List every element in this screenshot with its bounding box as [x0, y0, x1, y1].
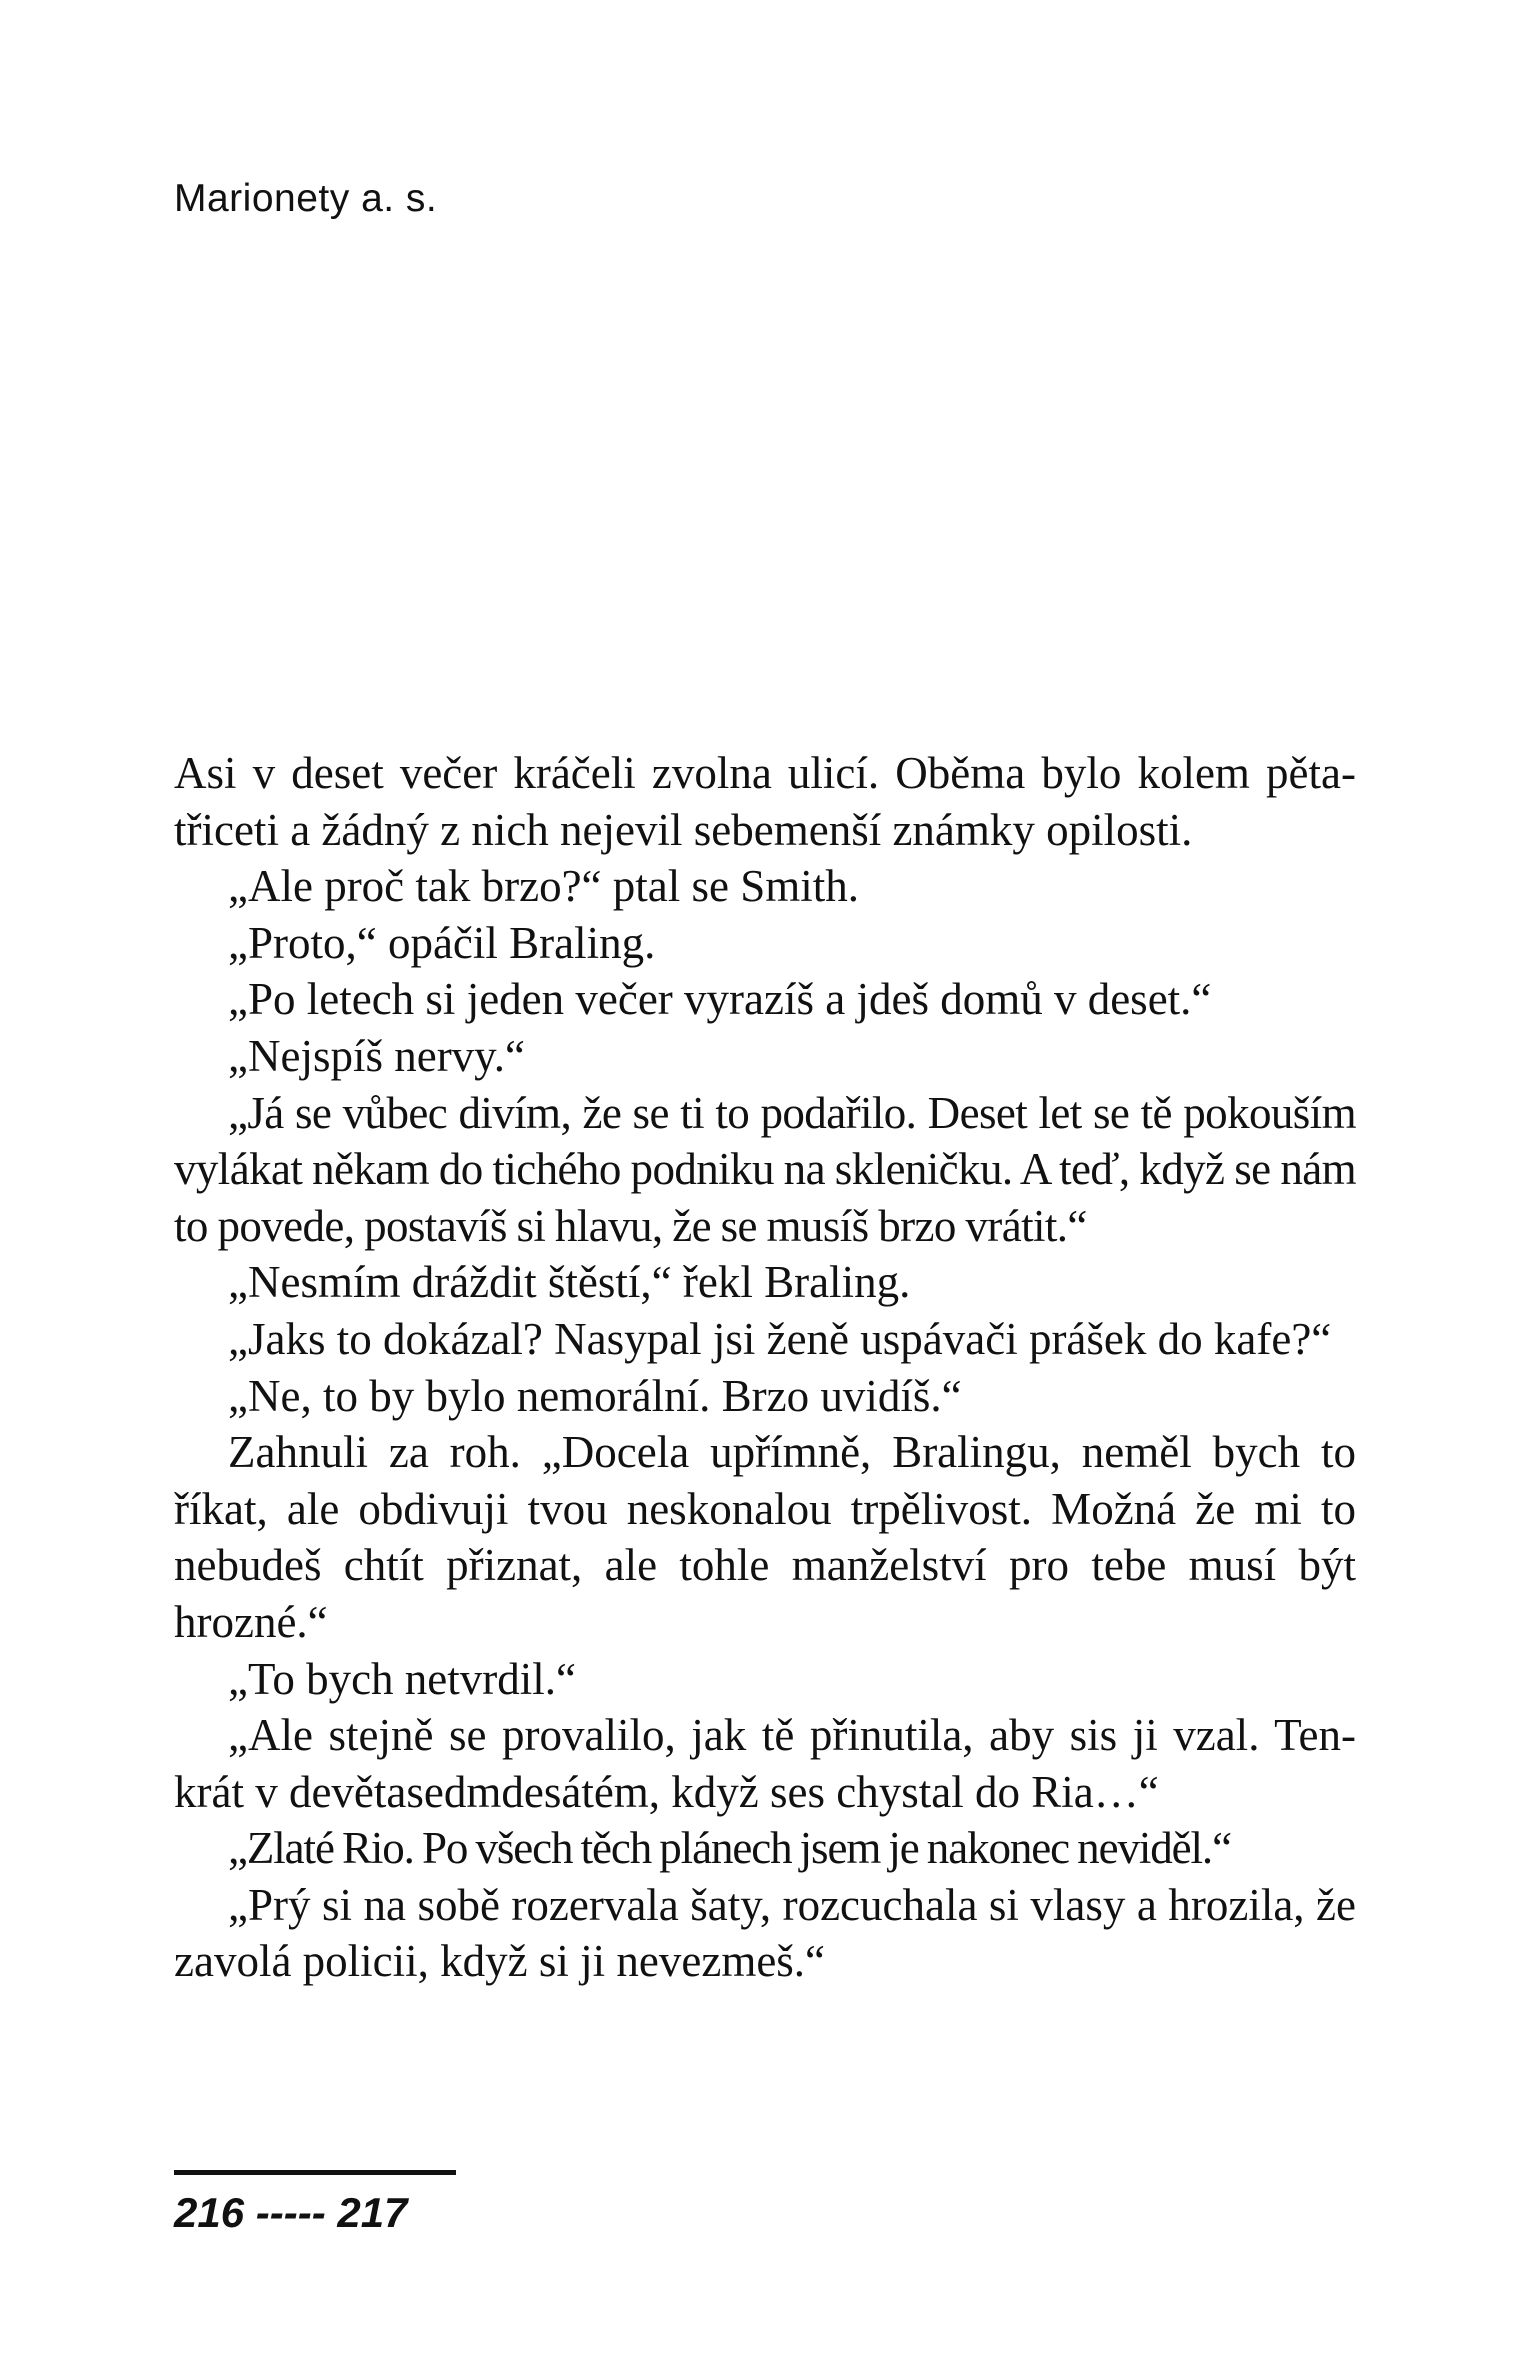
- paragraph: „Jaks to dokázal? Nasypal jsi ženě uspávači prášek do kafe?“: [228, 1313, 1332, 1364]
- paragraph: „Nejspíš nervy.“: [228, 1030, 525, 1081]
- paragraph: „Po letech si jeden večer vyrazíš a jdeš domů v deset.“: [228, 974, 1212, 1025]
- footer-rule: [174, 2170, 456, 2175]
- paragraph: „Ale stejně se provalilo, jak tě přinutila, aby sis ji vzal. Tenkrát v devětasedmdesátém, když ses chystal do Ria…“: [174, 1710, 1356, 1817]
- paragraph: Zahnuli za roh. „Docela upřímně, Bralingu, neměl bych to říkat, ale obdivuji tvou neskonalou trpělivost. Možná že mi to nebudeš chtít přiznat, ale tohle manželství pro tebe musí být hrozné.“: [174, 1427, 1356, 1647]
- paragraph: „Ne, to by bylo nemorální. Brzo uvidíš.“: [228, 1370, 962, 1421]
- paragraph: „Nesmím dráždit štěstí,“ řekl Braling.: [228, 1257, 911, 1308]
- body-text: [174, 745, 1356, 1990]
- running-title: Marionety a. s.: [174, 177, 438, 220]
- paragraph: „To bych netvrdil.“: [228, 1653, 576, 1704]
- page-number: 216 ----- 217: [174, 2189, 408, 2236]
- paragraph: Asi v deset večer kráčeli zvolna ulicí. Oběma bylo kolem pětatřiceti a žádný z nich nejevil sebemenší známky opilosti.: [174, 748, 1356, 855]
- paragraph: „Prý si na sobě rozervala šaty, rozcuchala si vlasy a hrozila, že zavolá policii, když si ji nevezmeš.“: [174, 1879, 1356, 1987]
- paragraph: „Zlaté Rio. Po všech těch plánech jsem je nakonec neviděl.“: [228, 1823, 1231, 1874]
- paragraph: „Proto,“ opáčil Braling.: [228, 917, 656, 968]
- paragraph: „Ale proč tak brzo?“ ptal se Smith.: [228, 861, 860, 912]
- paragraph: „Já se vůbec divím, že se ti to podařilo. Deset let se tě pokouším vylákat někam do tichého podniku na skleničku. A teď, když se nám to povede, postavíš si hlavu, že se musíš brzo vrátit.“: [174, 1087, 1356, 1251]
